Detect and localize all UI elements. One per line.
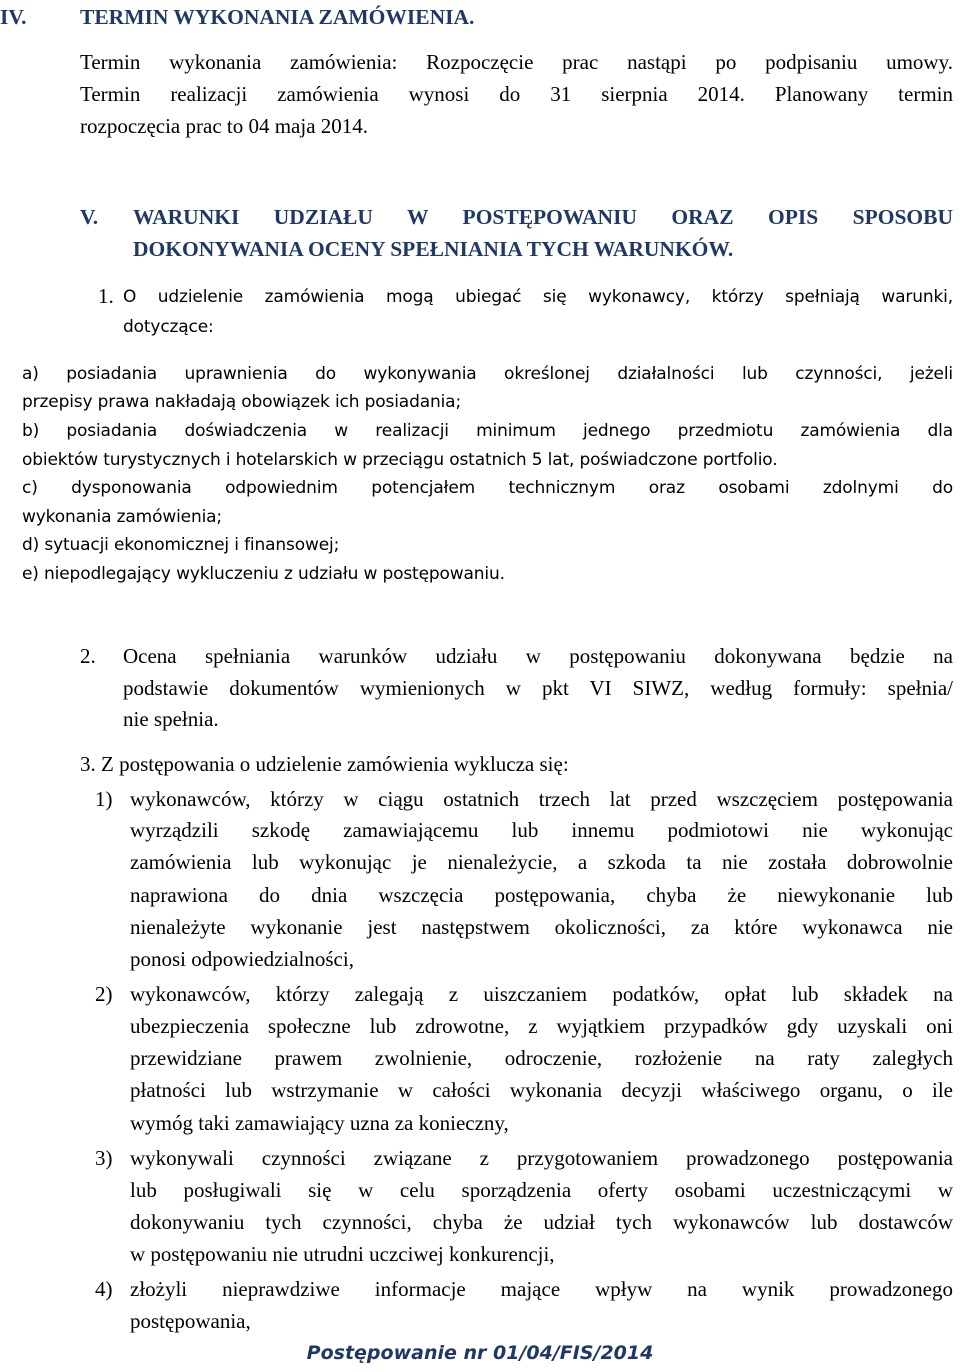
condition-a-line-2: przepisy prawa nakładają obowiązek ich posiadania; [22, 392, 462, 412]
exclusion-3-line-1: wykonywali czynności związane z przygotowaniem prowadzonego postępowania [130, 1146, 953, 1170]
condition-a-line-1: a) posiadania uprawnienia do wykonywania określonej działalności lub czynności, jeżeli [22, 364, 953, 384]
point-1-number: 1. [98, 284, 114, 308]
condition-d: d) sytuacji ekonomicznej i finansowej; [22, 535, 340, 555]
section-5-number: V. [80, 205, 99, 229]
exclusion-1-line-3: zamówienia lub wykonując je nienależycie, a szkoda ta nie została dobrowolnie [130, 850, 953, 874]
point-2-number: 2. [80, 644, 96, 668]
section-5-title-line-2: DOKONYWANIA OCENY SPEŁNIANIA TYCH WARUNKÓW. [133, 237, 734, 261]
point-1-line-1: O udzielenie zamówienia mogą ubiegać się wykonawcy, którzy spełniają warunki, [123, 287, 953, 307]
condition-b-line-2: obiektów turystycznych i hotelarskich w przeciągu ostatnich 5 lat, poświadczone portfolio. [22, 450, 778, 470]
condition-c-line-1: c) dysponowania odpowiednim potencjałem technicznym oraz osobami zdolnymi do [22, 478, 953, 498]
section-5-title-line-1: WARUNKI UDZIAŁU W POSTĘPOWANIU ORAZ OPIS SPOSOBU [133, 205, 953, 229]
exclusion-1-number: 1) [95, 787, 113, 811]
exclusion-4-number: 4) [95, 1277, 113, 1301]
point-3-heading: 3. Z postępowania o udzielenie zamówienia wyklucza się: [80, 752, 569, 776]
exclusion-2-line-3: przewidziane prawem zwolnienie, odroczenie, rozłożenie na raty zaległych [130, 1046, 953, 1070]
exclusion-3-line-4: w postępowaniu nie utrudni uczciwej konkurencji, [130, 1242, 555, 1266]
exclusion-2-line-1: wykonawców, którzy zalegają z uiszczaniem podatków, opłat lub składek na [130, 982, 953, 1006]
exclusion-3-number: 3) [95, 1146, 113, 1170]
exclusion-3-line-2: lub posługiwali się w celu sporządzenia oferty osobami uczestniczącymi w [130, 1178, 953, 1202]
exclusion-1-line-1: wykonawców, którzy w ciągu ostatnich trzech lat przed wszczęciem postępowania [130, 787, 953, 811]
exclusion-1-line-5: nienależyte wykonanie jest następstwem okoliczności, za które wykonawca nie [130, 915, 953, 939]
point-2-line-1: Ocena spełniania warunków udziału w postępowaniu dokonywana będzie na [123, 644, 953, 668]
footer-reference: Postępowanie nr 01/04/FIS/2014 [306, 1342, 654, 1364]
condition-b-line-1: b) posiadania doświadczenia w realizacji minimum jednego przedmiotu zamówienia dla [22, 421, 953, 441]
exclusion-3-line-3: dokonywaniu tych czynności, chyba że udział tych wykonawców lub dostawców [130, 1210, 953, 1234]
exclusion-4-line-1: złożyli nieprawdziwe informacje mające wpływ na wynik prowadzonego [130, 1277, 953, 1301]
exclusion-2-number: 2) [95, 982, 113, 1006]
point-2-line-3: nie spełnia. [123, 707, 219, 731]
point-1-line-2: dotyczące: [123, 317, 214, 337]
exclusion-2-line-4: płatności lub wstrzymanie w całości wykonania decyzji właściwego organu, o ile [130, 1078, 953, 1102]
condition-e: e) niepodlegający wykluczeniu z udziału w postępowaniu. [22, 564, 505, 584]
section-4-line-1: Termin wykonania zamówienia: Rozpoczęcie prac nastąpi po podpisaniu umowy. [80, 50, 953, 74]
exclusion-2-line-5: wymóg taki zamawiający uzna za konieczny, [130, 1111, 509, 1135]
section-4-line-2: Termin realizacji zamówienia wynosi do 31 sierpnia 2014. Planowany termin [80, 82, 953, 106]
exclusion-1-line-4: naprawiona do dnia wszczęcia postępowania, chyba że niewykonanie lub [130, 883, 953, 907]
exclusion-4-line-2: postępowania, [130, 1309, 251, 1333]
exclusion-2-line-2: ubezpieczenia społeczne lub zdrowotne, z wyjątkiem przypadków gdy uzyskali oni [130, 1014, 953, 1038]
section-4-title: TERMIN WYKONANIA ZAMÓWIENIA. [80, 5, 475, 29]
exclusion-1-line-2: wyrządzili szkodę zamawiającemu lub innemu podmiotowi nie wykonując [130, 818, 953, 842]
point-2-line-2: podstawie dokumentów wymienionych w pkt VI SIWZ, według formuły: spełnia/ [123, 676, 953, 700]
section-4-line-3: rozpoczęcia prac to 04 maja 2014. [80, 114, 369, 138]
section-4-number: IV. [0, 5, 27, 29]
exclusion-1-line-6: ponosi odpowiedzialności, [130, 947, 354, 971]
condition-c-line-2: wykonania zamówienia; [22, 507, 222, 527]
